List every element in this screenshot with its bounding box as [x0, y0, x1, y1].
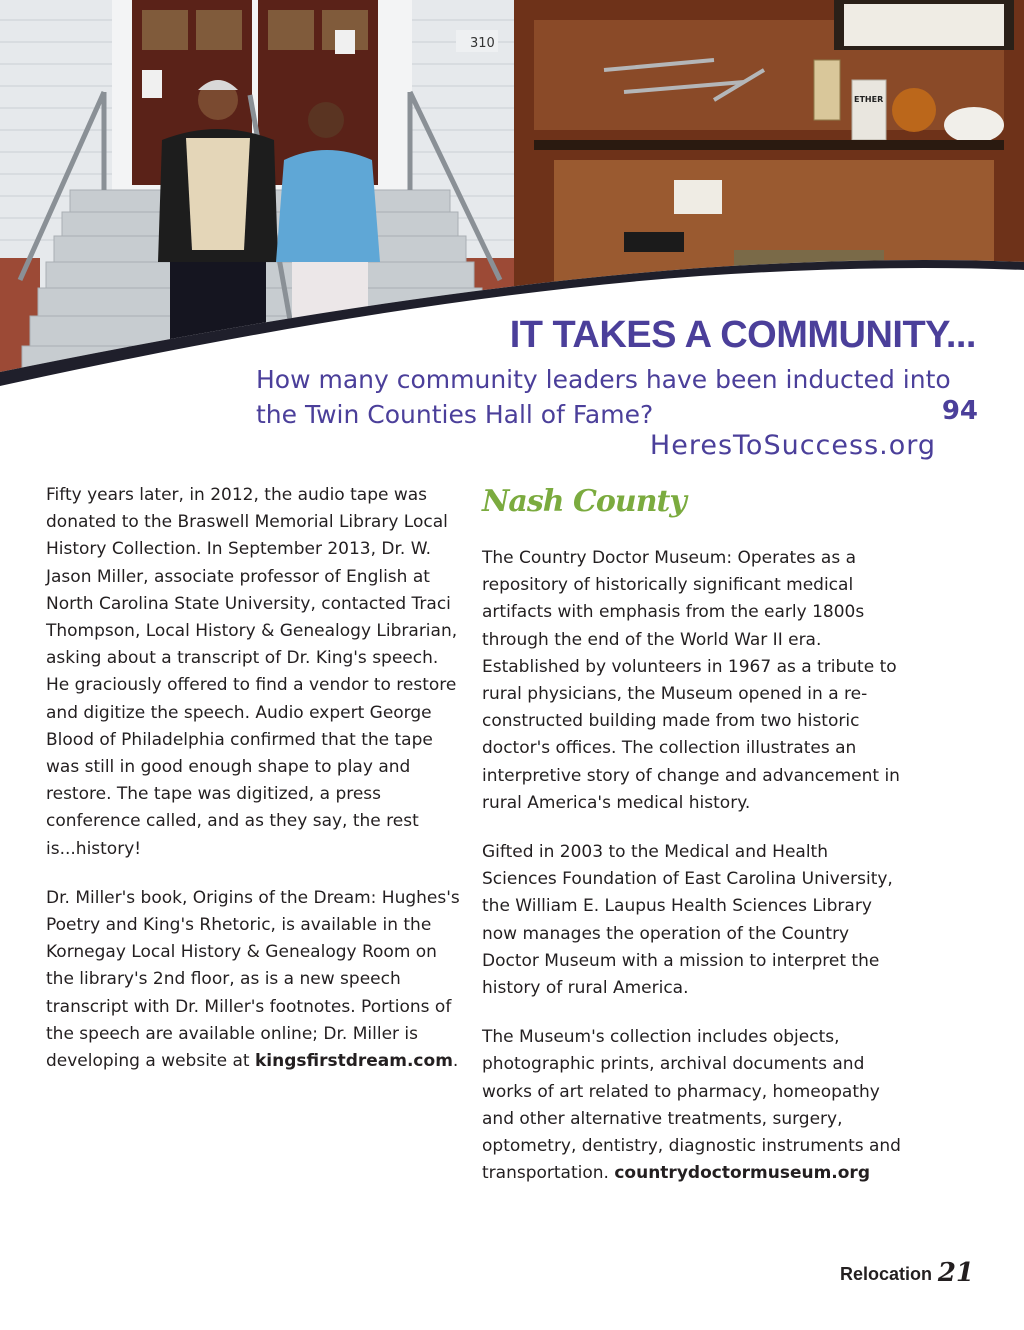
right-paragraph-3: [482, 1024, 902, 1187]
headline: IT TAKES A COMMUNITY...: [509, 314, 976, 356]
ether-bottle-label: ETHER: [854, 95, 884, 104]
website-link[interactable]: HeresToSuccess.org: [649, 430, 936, 461]
trivia-question: How many community leaders have been inducted into the Twin Counties Hall of Fame?: [256, 365, 951, 429]
left-paragraph-2-text: Dr. Miller's book, Origins of the Dream: Hughes's Poetry and King's Rhetoric, is available in the Kornegay Local History & Genealogy Room on the library's 2nd floor, as is a new speech transcript with Dr. Miller's footnotes. Portions of the speech are available online; Dr. Miller is developing a website at: [46, 887, 460, 1072]
building-number: 310: [470, 36, 495, 51]
left-paragraph-1: Fifty years later, in 2012, the audio tape was donated to the Braswell Memorial Library Local History Collection. In September 2013, Dr. W. Jason Miller, associate professor of English at North Carolina State University, contacted Traci Thompson, Local History & Genealogy Librarian, asking about a transcript of Dr. King's speech. He graciously offered to find a vendor to restore and digitize the speech. Audio expert George Blood of Philadelphia confirmed that the tape was still in good enough shape to play and restore. The tape was digitized, a press conference called, and as they say, the rest is...history!: [46, 485, 458, 859]
left-paragraph-2-period: .: [452, 1051, 459, 1072]
countrydoctormuseum-link[interactable]: countrydoctormuseum.org: [614, 1163, 870, 1184]
kingsfirstdream-link[interactable]: kingsfirstdream.com: [254, 1051, 453, 1072]
right-column: [482, 545, 902, 1209]
right-paragraph-3-text: The Museum's collection includes objects, photographic prints, archival documents and works of art related to pharmacy, homeopathy and other alternative treatments, surgery, optometry, dentistry, diagnostic instruments and transportation.: [482, 1027, 901, 1184]
footer-section-label: Relocation: [839, 1264, 932, 1284]
left-column: [46, 482, 460, 1097]
trivia-answer: 94: [941, 396, 978, 426]
page-number: 21: [937, 1258, 974, 1288]
right-paragraph-1: The Country Doctor Museum: Operates as a repository of historically significant medical artifacts with emphasis from the early 1800s through the end of the World War II era. Established by volunteers in 1967 as a tribute to rural physicians, the Museum opened in a re-constructed building made from two historic doctor's offices. The collection illustrates an interpretive story of change and advancement in rural America's medical history.: [482, 548, 900, 813]
left-paragraph-2: [46, 885, 460, 1075]
right-paragraph-2: Gifted in 2003 to the Medical and Health Sciences Foundation of East Carolina University, the William E. Laupus Health Sciences Library now manages the operation of the Country Doctor Museum with a mission to interpret the history of rural America.: [482, 842, 893, 999]
section-title-nash-county: Nash County: [482, 484, 686, 519]
